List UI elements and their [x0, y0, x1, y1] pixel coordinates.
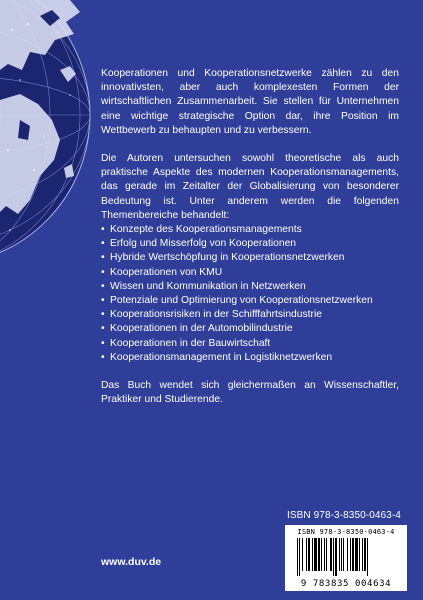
barcode-bar: [308, 538, 310, 571]
barcode-isbn-text: ISBN 978-3-8350-0463-4: [297, 528, 395, 536]
barcode-bar: [343, 538, 344, 571]
topic-item: • Kooperationsrisiken in der Schifffahrtsindustrie: [101, 308, 399, 322]
barcode-bar: [312, 538, 313, 571]
barcode-bar: [347, 538, 348, 571]
authors-paragraph: Die Autoren untersuchen sowohl theoretische als auch praktische Aspekte des modernen Kooperationsmanagements, das gerade im Zeitalter der Globalisierung von besonderer Bedeutung ist. Unter anderem werden die folgenden Themenbereiche behandelt:: [101, 153, 399, 221]
topic-item: • Kooperationen von KMU: [101, 266, 399, 280]
barcode-bar: [326, 538, 327, 571]
back-cover-text: [101, 67, 399, 421]
barcode-bar: [302, 538, 303, 571]
topic-item: • Erfolg und Misserfolg von Kooperationen: [101, 237, 399, 251]
barcode-bar: [335, 538, 337, 576]
topic-item: • Konzepte des Kooperationsmanagements: [101, 223, 399, 237]
intro-paragraph: Kooperationen und Kooperationsnetzwerke zählen zu den innovativsten, aber auch komplexesten Formen der wirtschaftlichen Zusammenarbeit. Sie stellen für Unternehmen eine wichtige strategische Option dar, ihre Position im Wettbewerb zu behaupten und zu verbessern.: [101, 68, 399, 136]
barcode-bar: [362, 538, 363, 571]
globe-illustration: [0, 0, 95, 260]
barcode-bar: [367, 538, 368, 576]
topic-item: • Kooperationen in der Automobilindustrie: [101, 322, 399, 336]
topics-list: [101, 223, 399, 365]
topic-item: • Wissen und Kommunikation in Netzwerken: [101, 280, 399, 294]
barcode-bar: [350, 538, 351, 571]
topic-item: • Potenziale und Optimierung von Kooperationsnetzwerken: [101, 294, 399, 308]
barcode-bar: [359, 538, 360, 571]
barcode-number: 9 783835 004634: [300, 579, 392, 589]
barcode-bar: [318, 538, 320, 571]
barcode-bar: [324, 538, 325, 571]
barcode-bar: [299, 538, 300, 576]
barcode-bar: [355, 538, 358, 571]
barcode-bar: [352, 538, 354, 571]
topic-item: • Hybride Wertschöpfung in Kooperationsnetzwerken: [101, 251, 399, 265]
barcode-bar: [314, 538, 317, 571]
barcode-bar: [364, 538, 366, 571]
barcode-bar: [297, 538, 298, 576]
barcode-bar: [321, 538, 322, 571]
barcode-bar: [339, 538, 340, 571]
barcode-bar: [330, 538, 332, 571]
topic-item: • Kooperationen in der Bauwirtschaft: [101, 337, 399, 351]
barcode-bar: [341, 538, 342, 571]
barcode-bar: [333, 538, 334, 576]
publisher-website: www.duv.de: [101, 556, 162, 568]
topic-item: • Kooperationsmanagement in Logistiknetzwerken: [101, 351, 399, 365]
audience-paragraph: Das Buch wendet sich gleichermaßen an Wissenschaftler, Praktiker und Studierende.: [101, 380, 399, 406]
barcode-bar: [306, 538, 307, 571]
barcode: [285, 525, 407, 591]
isbn-label: ISBN 978-3-8350-0463-4: [287, 510, 401, 521]
barcode-bars: [297, 538, 395, 576]
